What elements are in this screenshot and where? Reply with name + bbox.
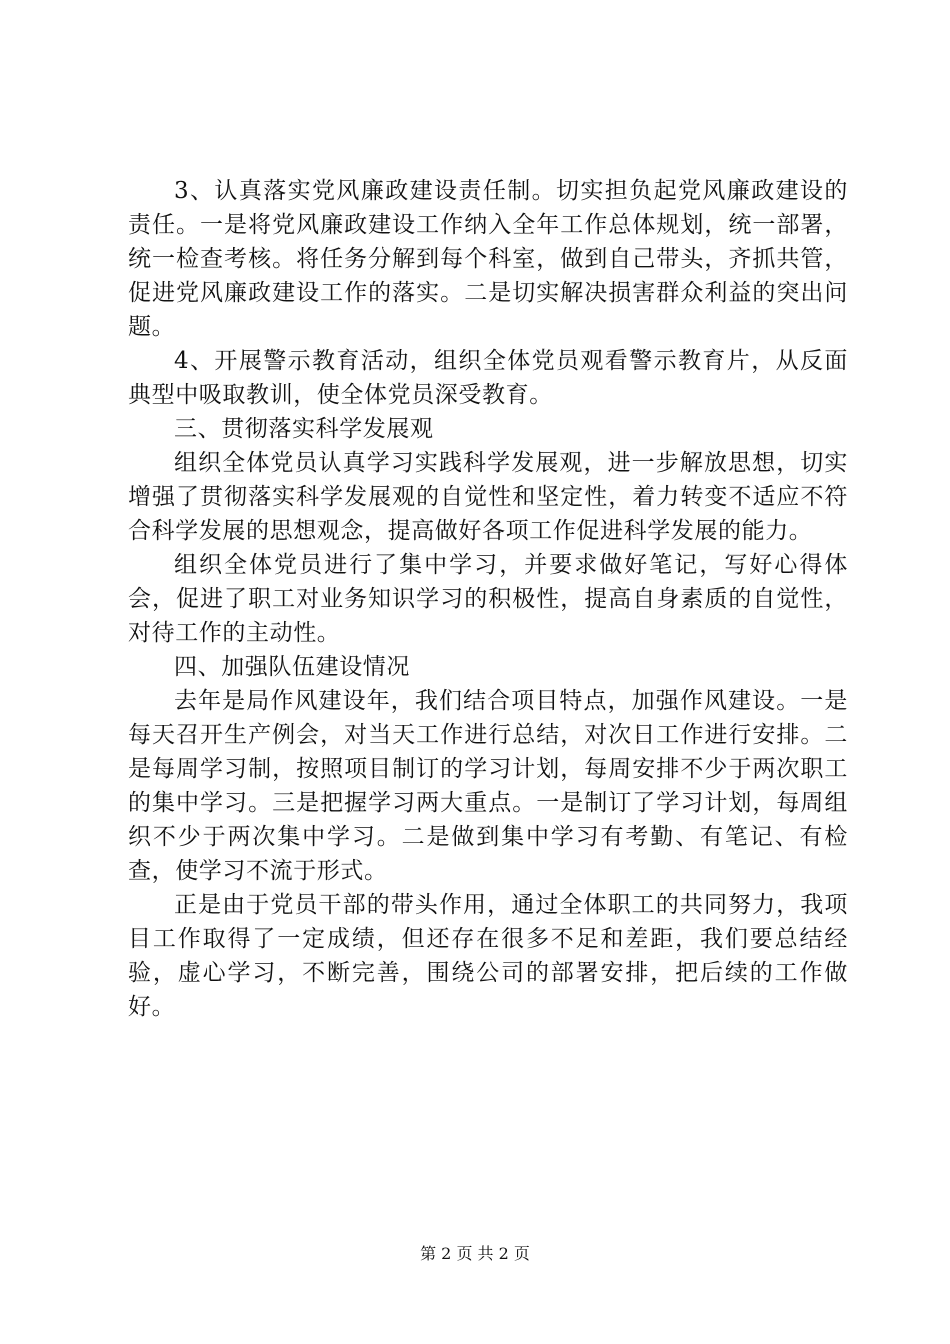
- paragraph-team-building: 去年是局作风建设年，我们结合项目特点，加强作风建设。一是每天召开生产例会，对当天工作进行总结，对次日工作进行安排。二是每周学习制，按照项目制订的学习计划，每周安排不少于两次职工的集中学习。三是把握学习两大重点。一是制订了学习计划，每周组织不少于两次集中学习。二是做到集中学习有考勤、有笔记、有检查，使学习不流于形式。: [128, 688, 848, 884]
- paragraph-item-3: 3、认真落实党风廉政建设责任制。切实担负起党风廉政建设的责任。一是将党风廉政建设工作纳入全年工作总体规划，统一部署，统一检查考核。将任务分解到每个科室，做到自己带头，齐抓共管，促进党风廉政建设工作的落实。二是切实解决损害群众利益的突出问题。: [128, 178, 848, 340]
- page-footer: 第 2 页 共 2 页: [420, 1244, 530, 1263]
- document-body: [128, 174, 848, 1024]
- section-heading-3: 三、贯彻落实科学发展观: [174, 416, 434, 442]
- paragraph-item-4: 4、开展警示教育活动，组织全体党员观看警示教育片，从反面典型中吸取教训，使全体党员深受教育。: [128, 348, 848, 408]
- section-heading-4: 四、加强队伍建设情况: [174, 654, 410, 680]
- paragraph-study-2: 组织全体党员进行了集中学习，并要求做好笔记，写好心得体会，促进了职工对业务知识学习的积极性，提高自身素质的自觉性，对待工作的主动性。: [128, 552, 848, 646]
- paragraph-study-1: 组织全体党员认真学习实践科学发展观，进一步解放思想，切实增强了贯彻落实科学发展观的自觉性和坚定性，着力转变不适应不符合科学发展的思想观念，提高做好各项工作促进科学发展的能力。: [128, 450, 848, 544]
- paragraph-conclusion: 正是由于党员干部的带头作用，通过全体职工的共同努力，我项目工作取得了一定成绩，但还存在很多不足和差距，我们要总结经验，虚心学习，不断完善，围绕公司的部署安排，把后续的工作做好。: [128, 892, 848, 1020]
